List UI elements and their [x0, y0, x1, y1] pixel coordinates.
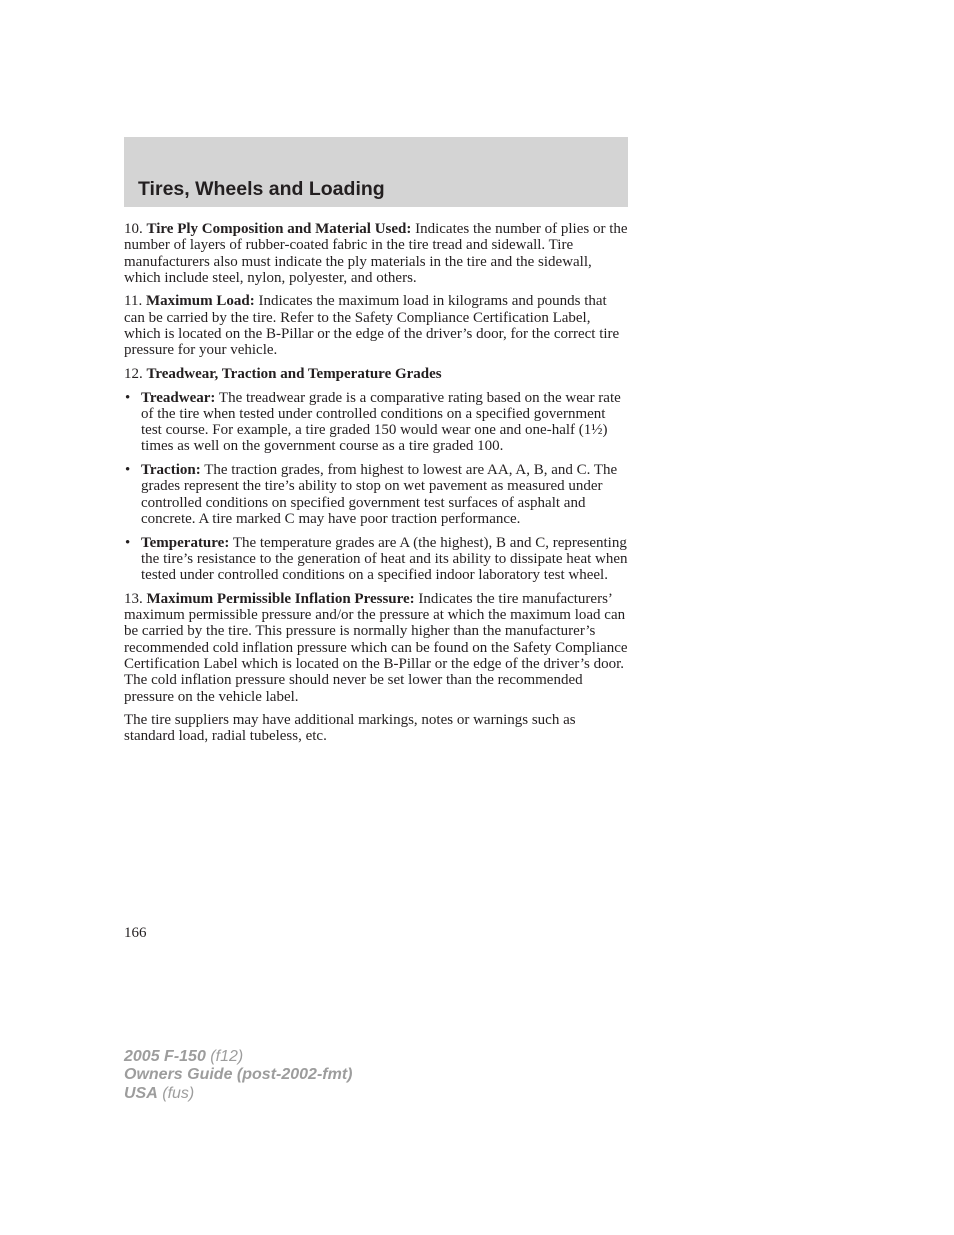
item-12-heading: Treadwear, Traction and Temperature Grades: [146, 365, 442, 382]
item-10-number: 10.: [124, 221, 143, 237]
footer-model-code: (f12): [210, 1048, 244, 1065]
item-11-paragraph: [124, 293, 630, 358]
page-number: 166: [124, 925, 147, 941]
bullet-dot: •: [125, 534, 131, 551]
footer-line-2: [124, 1066, 352, 1084]
footer-market-code: (fus): [162, 1084, 195, 1102]
footer-line-1: [124, 1048, 352, 1066]
item-11-number: 11.: [124, 293, 143, 310]
bullet-traction: [124, 462, 630, 527]
item-10-text: Indicates the number of plies or the number of layers of rubber-coated fabric in the tire tread and sidewall. Tire manufacturers also must indicate the ply materials in the tire and the sidewall, which include steel, nylon, polyester, and others.: [124, 221, 628, 286]
document-footer: [124, 1048, 352, 1103]
section-title: Tires, Wheels and Loading: [138, 178, 385, 200]
item-13-text: Indicates the tire manufacturers’ maximum permissible pressure and/or the pressure at which the maximum load can be carried by the tire. This pressure is normally higher than the manufacturer’s recommended cold inflation pressure which can be found on the Safety Compliance Certification Label which is located on the B-Pillar or the edge of the driver’s door. The cold inflation pressure should never be set lower than the recommended pressure on the vehicle label.: [124, 590, 628, 705]
item-10-paragraph: [124, 221, 630, 286]
grades-bullet-list: [124, 390, 630, 584]
item-11-heading: Maximum Load:: [145, 293, 255, 310]
bullet-temperature-text: The temperature grades are A (the highest), B and C, representing the tire’s resistance to the generation of heat and its ability to dissipate heat when tested under controlled conditions on a specified indoor laboratory test wheel.: [141, 534, 628, 584]
footer-model: 2005 F-150: [124, 1048, 206, 1065]
bullet-traction-heading: Traction:: [141, 462, 201, 479]
section-header-band: [124, 137, 628, 207]
bullet-dot: •: [125, 389, 131, 406]
item-12-number: 12.: [124, 365, 143, 382]
item-10-heading: Tire Ply Composition and Material Used:: [146, 221, 412, 237]
footer-line-3: [124, 1085, 352, 1103]
item-13-number: 13.: [124, 590, 143, 607]
bullet-temperature-heading: Temperature:: [141, 534, 230, 551]
page-content: [124, 221, 630, 752]
bullet-treadwear-heading: Treadwear:: [141, 389, 216, 406]
bullet-temperature: [124, 535, 630, 584]
closing-paragraph: The tire suppliers may have additional markings, notes or warnings such as standard load, radial tubeless, etc.: [124, 712, 576, 745]
bullet-treadwear-text: The treadwear grade is a comparative rating based on the wear rate of the tire when tested under controlled conditions on a specified government test course. For example, a tire graded 150 would wear one and one-half (1½) times as well on the government course as a tire graded 100.: [141, 389, 621, 455]
bullet-dot: •: [125, 462, 131, 479]
item-13-heading: Maximum Permissible Inflation Pressure:: [146, 590, 415, 607]
footer-market: USA: [124, 1084, 158, 1102]
item-12-paragraph: [124, 366, 630, 382]
item-13-paragraph: [124, 591, 630, 705]
bullet-traction-text: The traction grades, from highest to lowest are AA, A, B, and C. The grades represent the tire’s ability to stop on wet pavement as measured under controlled conditions on specified government test surfaces of asphalt and concrete. A tire marked C may have poor traction performance.: [141, 462, 618, 527]
item-11-text: Indicates the maximum load in kilograms and pounds that can be carried by the tire. Refer to the Safety Compliance Certification Label, which is located on the B-Pillar or the edge of the driver’s door, for the correct tire pressure for your vehicle.: [124, 293, 620, 359]
bullet-treadwear: [124, 390, 630, 455]
footer-guide: Owners Guide (post-2002-fmt): [124, 1066, 353, 1084]
